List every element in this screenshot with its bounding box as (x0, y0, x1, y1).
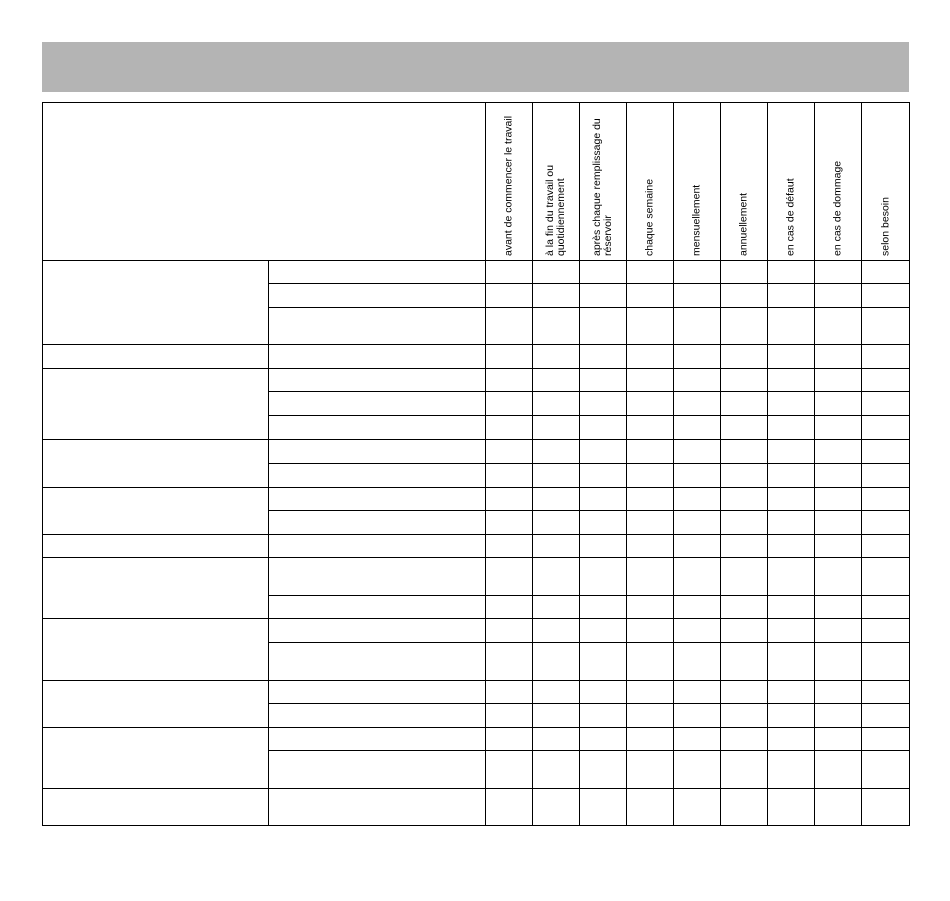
header-cell (815, 103, 862, 261)
interval-cell (674, 261, 721, 284)
interval-cell (721, 488, 768, 511)
interval-cell (862, 728, 910, 751)
interval-cell (674, 345, 721, 369)
interval-cell (768, 392, 815, 416)
interval-cell (580, 284, 627, 308)
group-label-cell (43, 488, 269, 535)
interval-cell (627, 728, 674, 751)
interval-cell (533, 704, 580, 728)
item-label-cell (269, 619, 486, 643)
interval-cell (486, 704, 533, 728)
interval-cell (768, 728, 815, 751)
table-row (43, 488, 910, 511)
interval-cell (486, 751, 533, 789)
interval-cell (768, 619, 815, 643)
interval-cell (721, 681, 768, 704)
interval-cell (674, 596, 721, 619)
interval-cell (721, 511, 768, 535)
interval-cell (862, 681, 910, 704)
interval-cell (533, 751, 580, 789)
interval-cell (674, 643, 721, 681)
interval-cell (580, 789, 627, 826)
header-label: en cas de défaut (784, 178, 797, 256)
item-label-cell (269, 369, 486, 392)
interval-cell (580, 596, 627, 619)
interval-cell (533, 416, 580, 440)
interval-cell (580, 643, 627, 681)
group-label-cell (43, 789, 269, 826)
header-label: en cas de dommage (831, 160, 844, 256)
interval-cell (580, 488, 627, 511)
interval-cell (674, 704, 721, 728)
interval-cell (815, 596, 862, 619)
interval-cell (580, 392, 627, 416)
interval-cell (627, 440, 674, 464)
interval-cell (627, 345, 674, 369)
interval-cell (486, 511, 533, 535)
table-row (43, 345, 910, 369)
interval-cell (486, 392, 533, 416)
header-label: mensuellement (690, 184, 703, 256)
item-label-cell (269, 284, 486, 308)
interval-cell (862, 643, 910, 681)
interval-cell (721, 261, 768, 284)
header-cell (486, 103, 533, 261)
table-row (43, 535, 910, 558)
interval-cell (862, 392, 910, 416)
interval-cell (721, 728, 768, 751)
interval-cell (627, 261, 674, 284)
table-row (43, 789, 910, 826)
interval-cell (815, 751, 862, 789)
interval-cell (486, 308, 533, 345)
interval-cell (486, 728, 533, 751)
interval-cell (533, 308, 580, 345)
header-label: selon besoin (879, 197, 891, 256)
interval-cell (815, 284, 862, 308)
interval-cell (674, 728, 721, 751)
group-label-cell (43, 681, 269, 728)
interval-cell (721, 789, 768, 826)
interval-cell (580, 308, 627, 345)
header-cell (768, 103, 815, 261)
interval-cell (815, 416, 862, 440)
interval-cell (486, 535, 533, 558)
header-corner-cell (43, 103, 486, 261)
interval-cell (815, 535, 862, 558)
interval-cell (486, 345, 533, 369)
interval-cell (674, 535, 721, 558)
interval-cell (721, 392, 768, 416)
interval-cell (721, 284, 768, 308)
interval-cell (580, 345, 627, 369)
interval-cell (533, 511, 580, 535)
interval-cell (533, 345, 580, 369)
interval-cell (768, 488, 815, 511)
table-row (43, 261, 910, 284)
interval-cell (674, 751, 721, 789)
interval-cell (815, 643, 862, 681)
interval-cell (533, 619, 580, 643)
interval-cell (768, 416, 815, 440)
interval-cell (862, 308, 910, 345)
interval-cell (627, 643, 674, 681)
interval-cell (674, 464, 721, 488)
interval-cell (627, 596, 674, 619)
header-cell (674, 103, 721, 261)
interval-cell (533, 464, 580, 488)
interval-cell (721, 558, 768, 596)
interval-cell (627, 369, 674, 392)
group-label-cell (43, 535, 269, 558)
interval-cell (815, 558, 862, 596)
interval-cell (815, 464, 862, 488)
interval-cell (862, 369, 910, 392)
interval-cell (533, 440, 580, 464)
interval-cell (815, 789, 862, 826)
interval-cell (627, 751, 674, 789)
header-label: avant de commencer le travail (502, 115, 515, 256)
interval-cell (674, 369, 721, 392)
table-row (43, 440, 910, 464)
interval-cell (627, 511, 674, 535)
interval-cell (486, 789, 533, 826)
item-label-cell (269, 728, 486, 751)
table-row (43, 681, 910, 704)
interval-cell (533, 369, 580, 392)
interval-cell (862, 596, 910, 619)
interval-cell (486, 284, 533, 308)
interval-cell (768, 558, 815, 596)
group-label-cell (43, 728, 269, 789)
item-label-cell (269, 488, 486, 511)
interval-cell (862, 619, 910, 643)
interval-cell (721, 416, 768, 440)
interval-cell (862, 558, 910, 596)
interval-cell (486, 681, 533, 704)
interval-cell (627, 464, 674, 488)
interval-cell (627, 284, 674, 308)
interval-cell (815, 440, 862, 464)
header-cell (580, 103, 627, 261)
header-cell (533, 103, 580, 261)
interval-cell (721, 308, 768, 345)
interval-cell (768, 369, 815, 392)
interval-cell (674, 440, 721, 464)
interval-cell (768, 261, 815, 284)
interval-cell (486, 369, 533, 392)
item-label-cell (269, 704, 486, 728)
interval-cell (815, 261, 862, 284)
interval-cell (627, 535, 674, 558)
interval-cell (815, 681, 862, 704)
interval-cell (815, 392, 862, 416)
interval-cell (768, 440, 815, 464)
interval-cell (862, 535, 910, 558)
interval-cell (674, 308, 721, 345)
interval-cell (627, 558, 674, 596)
interval-cell (486, 619, 533, 643)
interval-cell (627, 488, 674, 511)
interval-cell (533, 284, 580, 308)
item-label-cell (269, 535, 486, 558)
interval-cell (580, 728, 627, 751)
interval-cell (533, 643, 580, 681)
interval-cell (627, 789, 674, 826)
group-label-cell (43, 261, 269, 345)
interval-cell (674, 392, 721, 416)
interval-cell (533, 558, 580, 596)
interval-cell (533, 789, 580, 826)
interval-cell (721, 619, 768, 643)
interval-cell (533, 728, 580, 751)
table-row (43, 619, 910, 643)
interval-cell (862, 511, 910, 535)
interval-cell (674, 416, 721, 440)
interval-cell (533, 392, 580, 416)
interval-cell (815, 728, 862, 751)
interval-cell (721, 704, 768, 728)
interval-cell (862, 704, 910, 728)
interval-cell (580, 751, 627, 789)
interval-cell (580, 511, 627, 535)
interval-cell (674, 789, 721, 826)
interval-cell (627, 619, 674, 643)
group-label-cell (43, 440, 269, 488)
interval-cell (674, 619, 721, 643)
item-label-cell (269, 558, 486, 596)
interval-cell (486, 464, 533, 488)
interval-cell (533, 488, 580, 511)
interval-cell (580, 440, 627, 464)
item-label-cell (269, 308, 486, 345)
item-label-cell (269, 464, 486, 488)
interval-cell (862, 789, 910, 826)
interval-cell (486, 558, 533, 596)
group-label-cell (43, 558, 269, 619)
interval-cell (580, 464, 627, 488)
interval-cell (721, 751, 768, 789)
table-row (43, 728, 910, 751)
section-title-bar (42, 42, 909, 92)
table-row (43, 558, 910, 596)
header-row (43, 103, 910, 261)
item-label-cell (269, 596, 486, 619)
interval-cell (815, 369, 862, 392)
interval-cell (768, 308, 815, 345)
interval-cell (533, 681, 580, 704)
interval-cell (580, 619, 627, 643)
interval-cell (768, 345, 815, 369)
interval-cell (721, 440, 768, 464)
interval-cell (627, 681, 674, 704)
interval-cell (627, 308, 674, 345)
interval-cell (768, 643, 815, 681)
table-row (43, 369, 910, 392)
interval-cell (674, 681, 721, 704)
header-label: après chaque remplissage du réservoir (591, 118, 614, 256)
interval-cell (674, 558, 721, 596)
item-label-cell (269, 392, 486, 416)
interval-cell (486, 416, 533, 440)
interval-cell (768, 535, 815, 558)
interval-cell (862, 345, 910, 369)
interval-cell (674, 511, 721, 535)
interval-cell (674, 284, 721, 308)
interval-cell (862, 464, 910, 488)
item-label-cell (269, 643, 486, 681)
interval-cell (815, 511, 862, 535)
interval-cell (580, 704, 627, 728)
header-cell (721, 103, 768, 261)
interval-cell (486, 643, 533, 681)
item-label-cell (269, 789, 486, 826)
interval-cell (721, 345, 768, 369)
interval-cell (768, 681, 815, 704)
interval-cell (533, 261, 580, 284)
interval-cell (815, 704, 862, 728)
item-label-cell (269, 345, 486, 369)
interval-cell (768, 751, 815, 789)
interval-cell (627, 704, 674, 728)
interval-cell (580, 558, 627, 596)
interval-cell (486, 596, 533, 619)
interval-cell (627, 416, 674, 440)
interval-cell (721, 643, 768, 681)
interval-cell (486, 261, 533, 284)
interval-cell (815, 619, 862, 643)
interval-cell (768, 704, 815, 728)
group-label-cell (43, 619, 269, 681)
item-label-cell (269, 751, 486, 789)
interval-cell (580, 416, 627, 440)
interval-cell (486, 488, 533, 511)
interval-cell (862, 261, 910, 284)
interval-cell (768, 596, 815, 619)
group-label-cell (43, 345, 269, 369)
header-label: à la fin du travail ou quotidiennement (544, 164, 567, 256)
item-label-cell (269, 440, 486, 464)
header-cell (627, 103, 674, 261)
interval-cell (580, 369, 627, 392)
header-label: chaque semaine (643, 178, 656, 256)
interval-cell (768, 511, 815, 535)
interval-cell (674, 488, 721, 511)
interval-cell (768, 284, 815, 308)
interval-cell (721, 369, 768, 392)
interval-cell (862, 440, 910, 464)
item-label-cell (269, 511, 486, 535)
interval-cell (815, 488, 862, 511)
item-label-cell (269, 416, 486, 440)
interval-cell (768, 464, 815, 488)
interval-cell (815, 308, 862, 345)
interval-cell (862, 416, 910, 440)
interval-cell (533, 535, 580, 558)
header-label: annuellement (737, 192, 750, 256)
interval-cell (580, 261, 627, 284)
interval-cell (768, 789, 815, 826)
header-cell (862, 103, 910, 261)
interval-cell (627, 392, 674, 416)
interval-cell (862, 488, 910, 511)
interval-cell (486, 440, 533, 464)
interval-cell (721, 535, 768, 558)
interval-cell (721, 596, 768, 619)
interval-cell (862, 284, 910, 308)
interval-cell (533, 596, 580, 619)
item-label-cell (269, 261, 486, 284)
interval-cell (862, 751, 910, 789)
interval-cell (721, 464, 768, 488)
interval-cell (580, 681, 627, 704)
group-label-cell (43, 369, 269, 440)
maintenance-schedule-table (42, 102, 910, 826)
interval-cell (580, 535, 627, 558)
interval-cell (815, 345, 862, 369)
item-label-cell (269, 681, 486, 704)
